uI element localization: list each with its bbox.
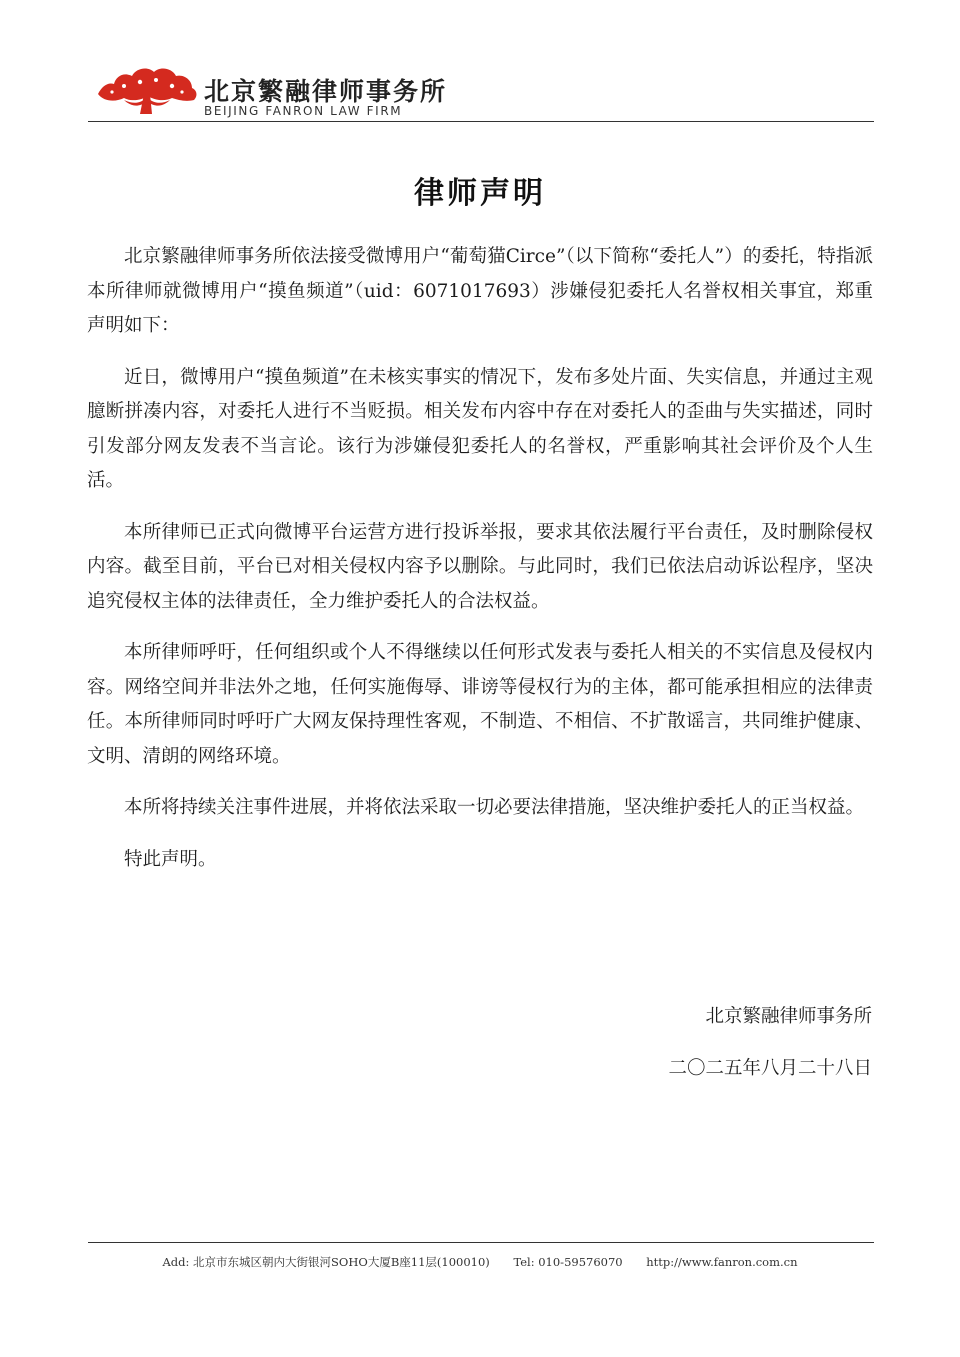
firm-name-chinese: 北京繁融律师事务所 (204, 77, 448, 106)
document-title: 律师声明 (414, 176, 546, 211)
paragraph-appeal: 本所律师呼吁，任何组织或个人不得继续以任何形式发表与委托人相关的不实信息及侵权内容。网络空间并非法外之地，任何实施侮辱、诽谤等侵权行为的主体，都可能承担相应的法律责任。本所律师同时呼吁广大网友保持理性客观，不制造、不相信、不扩散谣言，共同维护健康、文明、清朗的网络环境。 (87, 642, 873, 767)
signature-firm: 北京繁融律师事务所 (705, 1006, 872, 1027)
footer-tel: Tel: 010-59576070 (513, 1255, 623, 1269)
signature-date: 二〇二五年八月二十八日 (668, 1058, 872, 1079)
letterhead (88, 52, 888, 124)
statement-body (87, 240, 873, 894)
red-tree-logo-icon (94, 60, 198, 116)
paragraph-intro: 北京繁融律师事务所依法接受微博用户“葡萄猫Circe”（以下简称“委托人”）的委托，特指派本所律师就微博用户“摸鱼频道”（uid：6071017693）涉嫌侵犯委托人名誉权相关事宜，郑重声明如下： (87, 246, 873, 336)
paragraph-actions: 本所律师已正式向微博平台运营方进行投诉举报，要求其依法履行平台责任，及时删除侵权内容。截至目前，平台已对相关侵权内容予以删除。与此同时，我们已依法启动诉讼程序，坚决追究侵权主体的法律责任，全力维护委托人的合法权益。 (87, 521, 873, 612)
signature-block (668, 1002, 872, 1080)
firm-name-english: BEIJING FANRON LAW FIRM (204, 104, 403, 118)
footer (0, 1254, 960, 1270)
footer-address: Add: 北京市东城区朝内大街银河SOHO大厦B座11层(100010) (162, 1255, 490, 1269)
footer-divider (88, 1242, 874, 1243)
header-divider (88, 121, 874, 122)
paragraph-continuation: 本所将持续关注事件进展，并将依法采取一切必要法律措施，坚决维护委托人的正当权益。 (124, 797, 865, 818)
paragraph-facts: 近日，微博用户“摸鱼频道”在未核实事实的情况下，发布多处片面、失实信息，并通过主观臆断拼凑内容，对委托人进行不当贬损。相关发布内容中存在对委托人的歪曲与失实描述，同时引发部分网友发表不当言论。该行为涉嫌侵犯委托人的名誉权，严重影响其社会评价及个人生活。 (87, 366, 873, 491)
paragraph-closing: 特此声明。 (124, 848, 217, 870)
footer-url: http://www.fanron.com.cn (646, 1255, 798, 1269)
